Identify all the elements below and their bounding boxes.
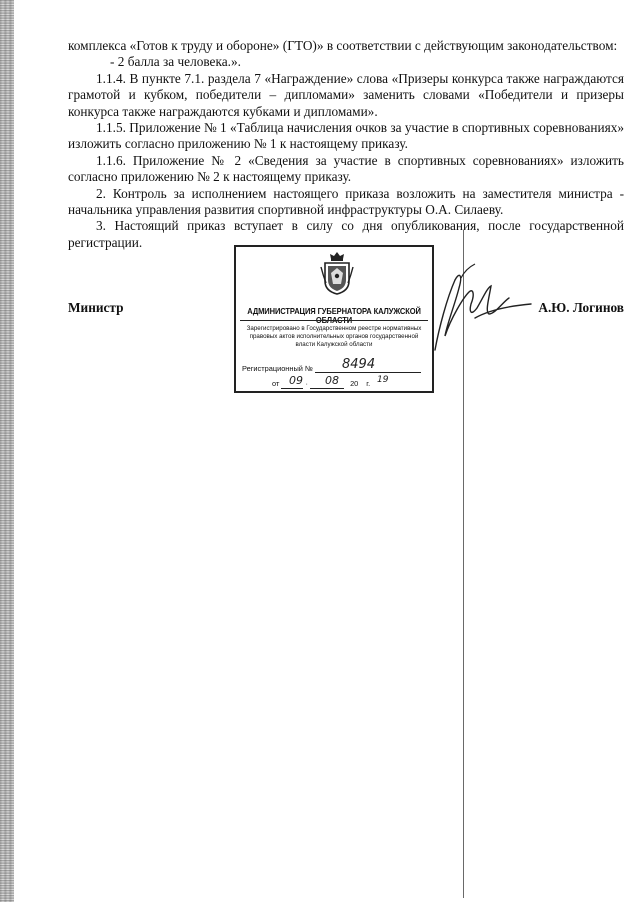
stamp-date-line: от · 20 г. bbox=[272, 379, 371, 388]
paragraph-points: - 2 балла за человека.». bbox=[110, 54, 241, 70]
paragraph-gto: комплекса «Готов к труду и обороне» (ГТО)» в соответствии с действующим законодательством: bbox=[68, 38, 618, 53]
stamp-date-prefix: от bbox=[272, 379, 280, 388]
paragraph-2: 2. Контроль за исполнением настоящего приказа возложить на заместителя министра - начальника управления развития спортивной инфраструктуры О.А. Силаеву. bbox=[68, 185, 624, 218]
stamp-divider bbox=[240, 320, 428, 321]
scan-edge-artifact bbox=[0, 0, 14, 902]
stamp-date-month: 08 bbox=[325, 374, 339, 387]
stamp-date-suffix: г. bbox=[366, 379, 371, 388]
stamp-date-year-prefix: 20 bbox=[350, 379, 359, 388]
stamp-reg-line bbox=[242, 363, 428, 373]
stamp-organization: АДМИНИСТРАЦИЯ ГУБЕРНАТОРА КАЛУЖСКОЙ ОБЛАСТИ bbox=[247, 307, 421, 325]
handwritten-signature bbox=[425, 258, 535, 358]
stamp-registration-note: Зарегистрировано в Государственном реестре нормативных правовых актов исполнительных органов государственной власти Калужской области bbox=[246, 325, 422, 348]
paragraph-1-1-4: 1.1.4. В пункте 7.1. раздела 7 «Награждение» слова «Призеры конкурса также награждаются грамотой и кубком, победители – дипломами» заменить словами «Победители и призеры конкурса также награждаются кубками и дипломами». bbox=[68, 70, 624, 119]
paragraph-1-1-5: 1.1.5. Приложение № 1 «Таблица начисления очков за участие в спортивных соревнованиях» изложить согласно приложению № 1 к настоящему приказу. bbox=[68, 120, 624, 152]
stamp-date-day: 09 bbox=[289, 374, 303, 387]
stamp-reg-number: 8494 bbox=[342, 357, 376, 372]
registration-stamp bbox=[234, 245, 434, 393]
paragraph-3: 3. Настоящий приказ вступает в силу со дня опубликования, после государственной регистрации. bbox=[68, 218, 624, 250]
document-body bbox=[68, 38, 624, 251]
signatory-name: А.Ю. Логинов bbox=[538, 300, 624, 315]
stamp-date-year-suffix: 19 bbox=[377, 375, 389, 385]
signatory-position: Министр bbox=[68, 300, 124, 315]
stamp-reg-label: Регистрационный № bbox=[242, 364, 313, 373]
coat-of-arms-icon bbox=[320, 251, 354, 295]
paragraph-1-1-6: 1.1.6. Приложение № 2 «Сведения за участие в спортивных соревнованиях» изложить согласно приложению № 2 к настоящему приказу. bbox=[68, 152, 624, 185]
